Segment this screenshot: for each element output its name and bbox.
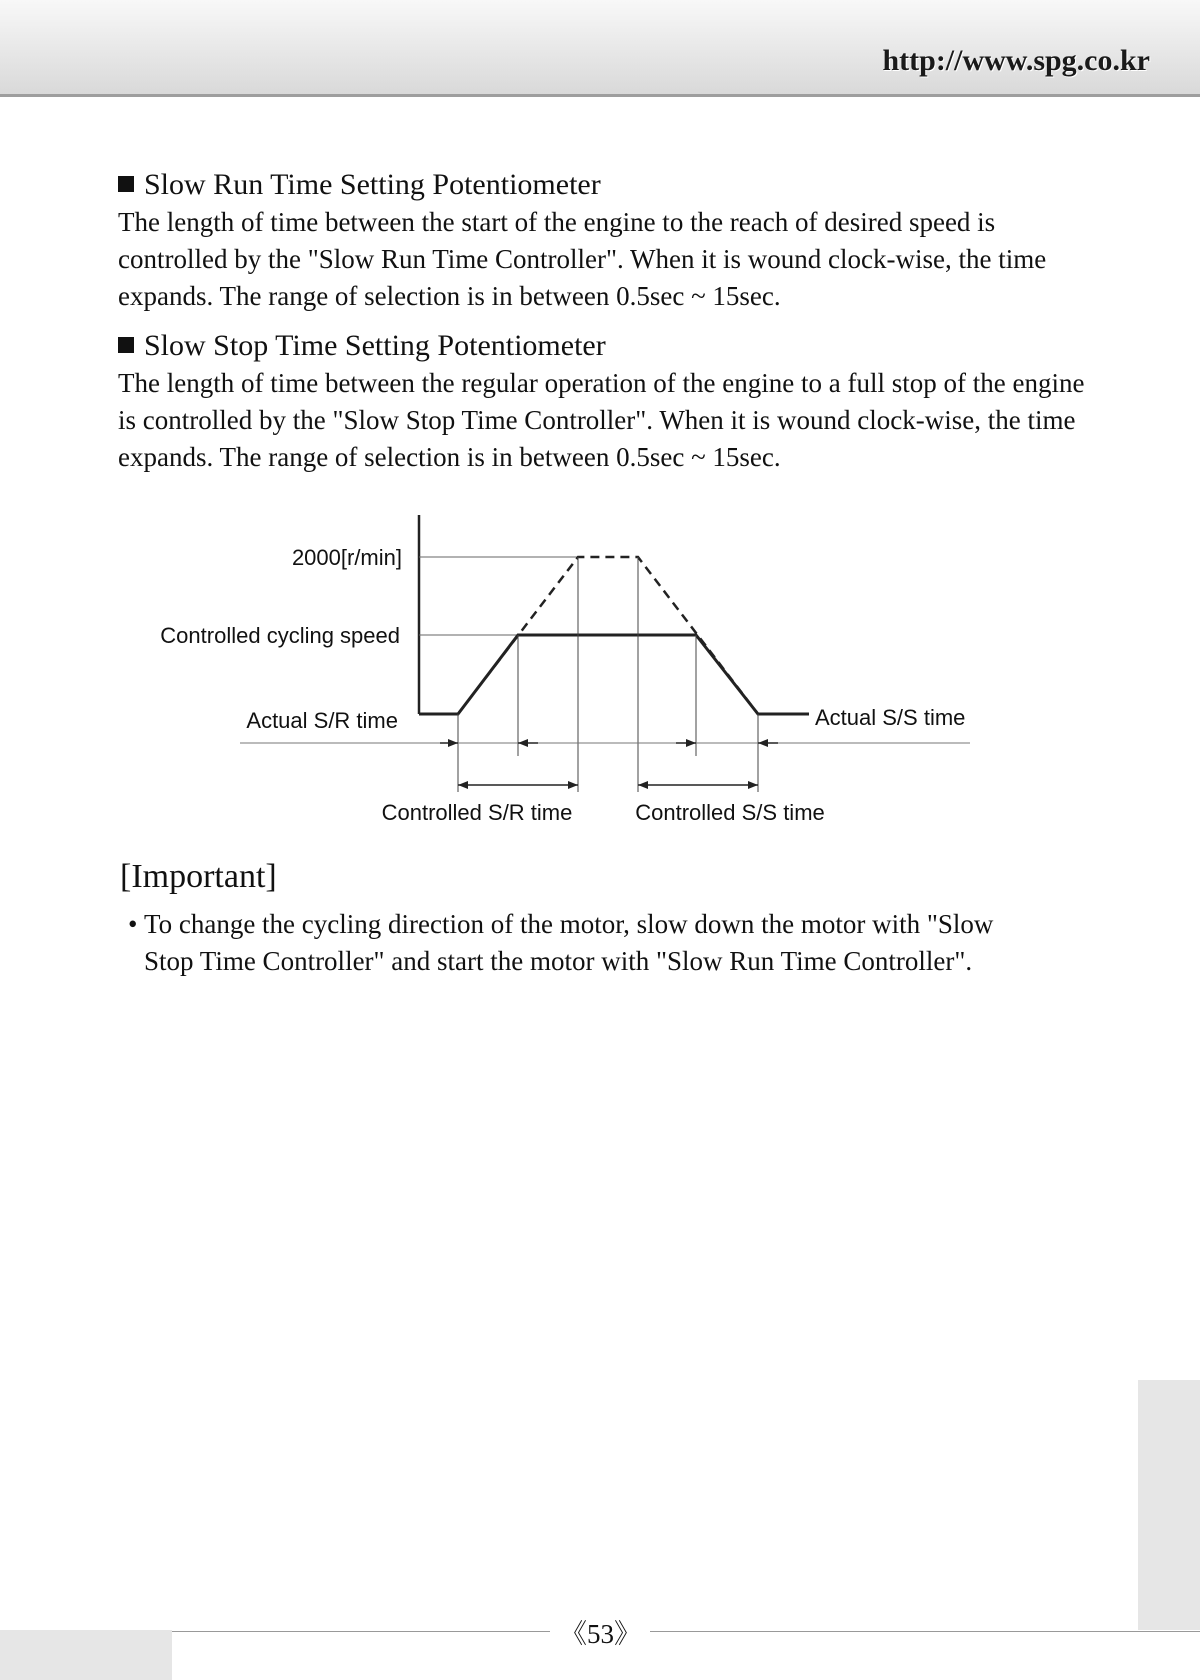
- label-actual-sr: Actual S/R time: [246, 708, 398, 733]
- side-tab: [1138, 1380, 1200, 1630]
- important-note: [128, 906, 1088, 980]
- footer-tab: [0, 1630, 172, 1680]
- important-text: To change the cycling direction of the motor, slow down the motor with "Slow Stop Time Controller" and start the motor with "Slow Run Time Controller".: [144, 909, 994, 976]
- page-number: 《53》: [560, 1619, 641, 1649]
- square-bullet-icon: [118, 176, 134, 192]
- page-header: [0, 0, 1200, 97]
- label-controlled-ss: Controlled S/S time: [635, 800, 825, 825]
- controlled-speed-profile: [419, 635, 809, 714]
- section-body: The length of time between the regular operation of the engine to a full stop of the engine is controlled by the "Slow Stop Time Controller". When it is wound clock-wise, the time expands. The range of selection is in between 0.5sec ~ 15sec.: [118, 368, 1085, 472]
- label-actual-ss: Actual S/S time: [815, 705, 966, 730]
- important-title: [Important]: [120, 858, 277, 895]
- speed-time-diagram: [0, 500, 1200, 840]
- section-slow-run: [118, 168, 1118, 315]
- section-slow-stop: [118, 329, 1118, 476]
- section-title: Slow Stop Time Setting Potentiometer: [118, 329, 1118, 363]
- section-title: Slow Run Time Setting Potentiometer: [118, 168, 1118, 202]
- footer-divider: [172, 1631, 550, 1632]
- header-url: http://www.spg.co.kr: [882, 44, 1150, 77]
- footer-divider: [650, 1631, 1200, 1632]
- label-controlled-sr: Controlled S/R time: [381, 800, 573, 825]
- square-bullet-icon: [118, 337, 134, 353]
- label-max-speed: 2000[r/min]: [291, 545, 402, 570]
- bullet-icon: •: [128, 909, 138, 939]
- label-controlled-speed: Controlled cycling speed: [160, 623, 400, 648]
- section-body: The length of time between the start of the engine to the reach of desired speed is controlled by the "Slow Run Time Controller". When it is wound clock-wise, the time expands. The range of selection is in between 0.5sec ~ 15sec.: [118, 207, 1047, 311]
